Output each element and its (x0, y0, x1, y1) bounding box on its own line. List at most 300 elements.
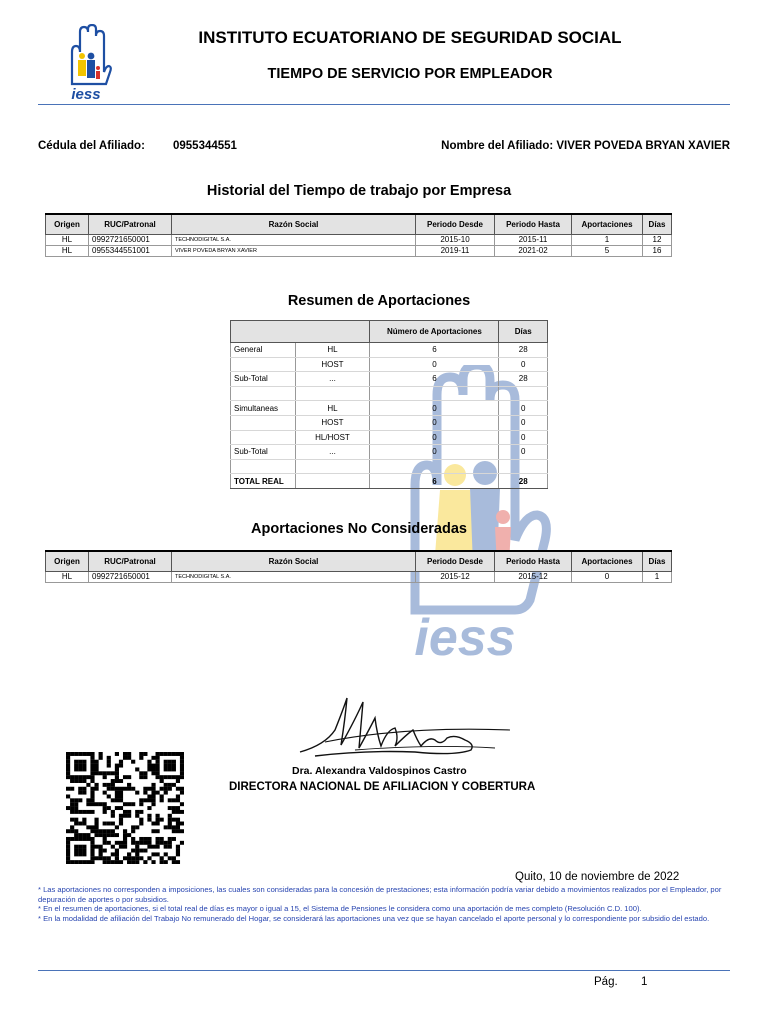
qr-module (82, 775, 86, 779)
cell-desde: 2015-12 (416, 572, 495, 583)
qr-module (107, 787, 111, 791)
cell-aportaciones: 0 (572, 572, 643, 583)
summary-type: ... (295, 372, 370, 387)
qr-module (135, 825, 139, 829)
qr-module (115, 771, 119, 775)
qr-module (86, 810, 90, 814)
qr-module (90, 794, 94, 798)
qr-module (168, 841, 172, 845)
qr-module (119, 818, 123, 822)
qr-module (164, 767, 168, 771)
summary-row (231, 459, 548, 474)
qr-module (180, 787, 184, 791)
qr-module (107, 806, 111, 810)
qr-module (90, 825, 94, 829)
qr-module (156, 841, 160, 845)
qr-module (90, 767, 94, 771)
qr-code (66, 752, 184, 864)
qr-module (119, 841, 123, 845)
qr-module (156, 752, 160, 756)
qr-module (74, 852, 78, 856)
signer-name: Dra. Alexandra Valdospinos Castro (292, 765, 467, 777)
cell-origen: HL (46, 572, 89, 583)
affiliate-name (441, 140, 730, 152)
svg-text:iess: iess (414, 609, 516, 665)
qr-module (176, 775, 180, 779)
qr-module (168, 787, 172, 791)
qr-module (78, 822, 82, 826)
qr-module (90, 756, 94, 760)
cell-ruc: 0992721650001 (89, 235, 172, 246)
cell-dias: 1 (643, 572, 672, 583)
qr-module (74, 779, 78, 783)
summary-group (231, 430, 296, 445)
qr-module (103, 771, 107, 775)
qr-module (160, 787, 164, 791)
col-aportaciones: Aportaciones (572, 551, 643, 572)
qr-module (74, 806, 78, 810)
qr-module (156, 767, 160, 771)
affiliate-id-value: 0955344551 (173, 140, 237, 152)
summary-type: ... (295, 445, 370, 460)
qr-module (176, 787, 180, 791)
affiliate-name-value: VIVER POVEDA BRYAN XAVIER (556, 140, 730, 152)
qr-module (94, 767, 98, 771)
qr-module (180, 791, 184, 795)
qr-module (127, 860, 131, 864)
qr-module (164, 860, 168, 864)
qr-module (90, 798, 94, 802)
qr-module (176, 806, 180, 810)
cell-origen: HL (46, 246, 89, 257)
qr-module (99, 802, 103, 806)
qr-module (103, 783, 107, 787)
qr-module (103, 822, 107, 826)
qr-module (103, 841, 107, 845)
qr-module (151, 791, 155, 795)
qr-module (123, 837, 127, 841)
qr-module (94, 771, 98, 775)
qr-module (168, 767, 172, 771)
summary-type: HL (295, 401, 370, 416)
qr-module (147, 837, 151, 841)
qr-module (82, 787, 86, 791)
qr-module (156, 764, 160, 768)
qr-module (119, 760, 123, 764)
qr-module (103, 791, 107, 795)
qr-module (160, 779, 164, 783)
qr-module (135, 841, 139, 845)
qr-module (90, 791, 94, 795)
qr-module (127, 833, 131, 837)
qr-module (151, 764, 155, 768)
qr-module (135, 845, 139, 849)
qr-module (168, 764, 172, 768)
qr-module (131, 787, 135, 791)
qr-module (78, 752, 82, 756)
qr-module (107, 794, 111, 798)
qr-module (74, 818, 78, 822)
qr-module (82, 764, 86, 768)
qr-module (180, 802, 184, 806)
qr-module (147, 845, 151, 849)
qr-module (172, 810, 176, 814)
summary-days: 0 (499, 401, 548, 416)
qr-module (156, 822, 160, 826)
qr-module (123, 833, 127, 837)
cell-dias: 16 (643, 246, 672, 257)
qr-module (119, 779, 123, 783)
qr-module (66, 775, 70, 779)
qr-module (164, 760, 168, 764)
qr-module (94, 764, 98, 768)
qr-module (90, 829, 94, 833)
qr-module (151, 798, 155, 802)
qr-module (151, 802, 155, 806)
qr-module (99, 852, 103, 856)
qr-module (99, 829, 103, 833)
summary-count (370, 386, 499, 401)
qr-module (164, 787, 168, 791)
qr-module (107, 833, 111, 837)
qr-module (139, 802, 143, 806)
handwritten-signature (295, 690, 515, 765)
qr-module (78, 845, 82, 849)
qr-module (151, 822, 155, 826)
qr-module (66, 764, 70, 768)
qr-module (151, 756, 155, 760)
qr-module (139, 837, 143, 841)
qr-module (164, 775, 168, 779)
qr-module (99, 833, 103, 837)
qr-module (151, 852, 155, 856)
qr-module (90, 752, 94, 756)
qr-module (103, 802, 107, 806)
qr-module (135, 860, 139, 864)
summary-group (231, 459, 296, 474)
summary-days: 28 (499, 343, 548, 358)
summary-type: HL/HOST (295, 430, 370, 445)
qr-module (66, 841, 70, 845)
qr-module (111, 798, 115, 802)
qr-module (168, 845, 172, 849)
qr-module (82, 833, 86, 837)
summary-group (231, 415, 296, 430)
qr-module (107, 822, 111, 826)
qr-module (176, 818, 180, 822)
summary-type (295, 459, 370, 474)
qr-module (147, 794, 151, 798)
qr-module (180, 841, 184, 845)
qr-module (131, 841, 135, 845)
qr-module (176, 849, 180, 853)
qr-module (147, 764, 151, 768)
cell-ruc: 0955344551001 (89, 246, 172, 257)
qr-module (70, 787, 74, 791)
qr-module (78, 860, 82, 864)
qr-module (180, 822, 184, 826)
qr-module (156, 818, 160, 822)
page-number: 1 (641, 976, 648, 988)
col-periodo-desde: Periodo Desde (416, 551, 495, 572)
qr-module (176, 798, 180, 802)
summary-group: Sub-Total (231, 372, 296, 387)
footnote: * En el resumen de aportaciones, si el total real de días es mayor o igual a 15, el Sistema de Pensiones le considera como una aportación de mes completo (Resolución C.D. 100). (38, 904, 642, 914)
qr-module (131, 860, 135, 864)
qr-module (180, 771, 184, 775)
summary-days: 0 (499, 357, 548, 372)
qr-module (70, 810, 74, 814)
qr-module (94, 829, 98, 833)
qr-module (168, 856, 172, 860)
qr-module (74, 845, 78, 849)
qr-module (143, 849, 147, 853)
qr-module (70, 798, 74, 802)
qr-module (180, 752, 184, 756)
qr-module (172, 752, 176, 756)
qr-module (66, 767, 70, 771)
qr-module (78, 764, 82, 768)
qr-module (74, 829, 78, 833)
qr-module (107, 783, 111, 787)
table-row (46, 572, 672, 583)
qr-module (172, 829, 176, 833)
qr-module (115, 852, 119, 856)
qr-module (115, 767, 119, 771)
qr-module (164, 852, 168, 856)
qr-module (180, 829, 184, 833)
qr-module (90, 764, 94, 768)
qr-module (82, 818, 86, 822)
qr-module (90, 860, 94, 864)
qr-module (172, 860, 176, 864)
qr-module (168, 752, 172, 756)
qr-module (103, 860, 107, 864)
qr-module (111, 771, 115, 775)
summary-days: 0 (499, 415, 548, 430)
summary-group: Simultaneas (231, 401, 296, 416)
qr-module (176, 860, 180, 864)
qr-module (164, 825, 168, 829)
qr-module (143, 791, 147, 795)
qr-module (82, 810, 86, 814)
qr-module (123, 756, 127, 760)
qr-module (151, 794, 155, 798)
qr-module (103, 856, 107, 860)
col-dias: Días (643, 214, 672, 235)
col-origen: Origen (46, 214, 89, 235)
summary-row (231, 357, 548, 372)
history-header-row (46, 214, 672, 235)
qr-module (107, 771, 111, 775)
qr-module (94, 856, 98, 860)
qr-module (115, 825, 119, 829)
qr-module (99, 756, 103, 760)
qr-module (160, 752, 164, 756)
qr-module (160, 775, 164, 779)
qr-module (172, 783, 176, 787)
qr-module (180, 775, 184, 779)
qr-module (107, 860, 111, 864)
summary-group: General (231, 343, 296, 358)
qr-module (139, 775, 143, 779)
qr-module (127, 783, 131, 787)
qr-module (82, 760, 86, 764)
qr-module (176, 794, 180, 798)
qr-module (176, 752, 180, 756)
summary-row (231, 372, 548, 387)
qr-module (78, 833, 82, 837)
qr-module (156, 791, 160, 795)
qr-module (94, 825, 98, 829)
qr-module (123, 810, 127, 814)
summary-count: 6 (370, 343, 499, 358)
qr-module (90, 802, 94, 806)
qr-module (131, 849, 135, 853)
qr-module (90, 810, 94, 814)
qr-module (90, 852, 94, 856)
qr-module (168, 760, 172, 764)
qr-module (115, 856, 119, 860)
qr-module (115, 787, 119, 791)
qr-module (111, 783, 115, 787)
qr-module (123, 775, 127, 779)
qr-module (160, 794, 164, 798)
qr-module (78, 775, 82, 779)
qr-module (160, 798, 164, 802)
cell-razon-social: TECHNODIGITAL S.A. (172, 235, 416, 246)
qr-module (160, 860, 164, 864)
qr-module (119, 787, 123, 791)
qr-module (172, 806, 176, 810)
summary-type (295, 386, 370, 401)
qr-module (135, 852, 139, 856)
qr-module (147, 806, 151, 810)
qr-module (160, 841, 164, 845)
qr-module (156, 771, 160, 775)
summary-type: HOST (295, 415, 370, 430)
qr-module (86, 752, 90, 756)
total-count: 6 (370, 474, 499, 489)
summary-row (231, 430, 548, 445)
qr-module (70, 818, 74, 822)
qr-module (156, 845, 160, 849)
col-ruc: RUC/Patronal (89, 214, 172, 235)
qr-module (143, 787, 147, 791)
qr-module (78, 779, 82, 783)
qr-module (99, 856, 103, 860)
qr-module (119, 845, 123, 849)
summary-type: HL (295, 343, 370, 358)
qr-module (70, 802, 74, 806)
qr-module (94, 760, 98, 764)
qr-module (139, 756, 143, 760)
summary-count: 0 (370, 357, 499, 372)
col-periodo-hasta: Periodo Hasta (495, 551, 572, 572)
qr-module (127, 752, 131, 756)
report-title: TIEMPO DE SERVICIO POR EMPLEADOR (267, 66, 553, 82)
qr-module (123, 845, 127, 849)
qr-module (160, 837, 164, 841)
qr-module (143, 837, 147, 841)
cell-hasta: 2015-11 (495, 235, 572, 246)
qr-module (74, 775, 78, 779)
qr-module (115, 779, 119, 783)
total-type (295, 474, 370, 489)
qr-module (66, 756, 70, 760)
qr-module (131, 760, 135, 764)
qr-module (168, 814, 172, 818)
qr-module (127, 787, 131, 791)
table-row (46, 235, 672, 246)
qr-module (115, 794, 119, 798)
excluded-table (45, 550, 672, 583)
qr-module (119, 814, 123, 818)
qr-module (115, 860, 119, 864)
qr-module (143, 860, 147, 864)
qr-module (164, 752, 168, 756)
qr-module (111, 860, 115, 864)
cell-hasta: 2015-12 (495, 572, 572, 583)
qr-module (176, 829, 180, 833)
affiliate-id-label: Cédula del Afiliado: (38, 140, 145, 152)
qr-module (135, 767, 139, 771)
qr-module (123, 841, 127, 845)
qr-module (111, 829, 115, 833)
qr-module (139, 771, 143, 775)
qr-module (82, 822, 86, 826)
qr-module (151, 767, 155, 771)
qr-module (74, 849, 78, 853)
qr-module (115, 849, 119, 853)
summary-row (231, 343, 548, 358)
qr-module (156, 852, 160, 856)
col-aportaciones: Aportaciones (572, 214, 643, 235)
qr-module (103, 837, 107, 841)
qr-module (123, 802, 127, 806)
qr-module (139, 798, 143, 802)
qr-module (82, 791, 86, 795)
qr-module (94, 787, 98, 791)
qr-module (90, 849, 94, 853)
qr-module (66, 852, 70, 856)
col-periodo-desde: Periodo Desde (416, 214, 495, 235)
qr-module (78, 767, 82, 771)
qr-module (90, 760, 94, 764)
qr-module (143, 775, 147, 779)
qr-module (115, 841, 119, 845)
qr-module (172, 767, 176, 771)
summary-count: 0 (370, 415, 499, 430)
qr-module (127, 802, 131, 806)
qr-module (94, 833, 98, 837)
qr-module (143, 798, 147, 802)
page-label: Pág. (594, 976, 618, 988)
qr-module (86, 833, 90, 837)
qr-module (131, 802, 135, 806)
qr-module (127, 852, 131, 856)
qr-module (119, 806, 123, 810)
qr-module (176, 810, 180, 814)
qr-module (99, 845, 103, 849)
qr-module (115, 791, 119, 795)
affiliate-name-label: Nombre del Afiliado: (441, 140, 554, 152)
qr-module (107, 856, 111, 860)
qr-module (66, 837, 70, 841)
qr-module (82, 752, 86, 756)
iess-logo (62, 24, 112, 102)
qr-module (123, 829, 127, 833)
